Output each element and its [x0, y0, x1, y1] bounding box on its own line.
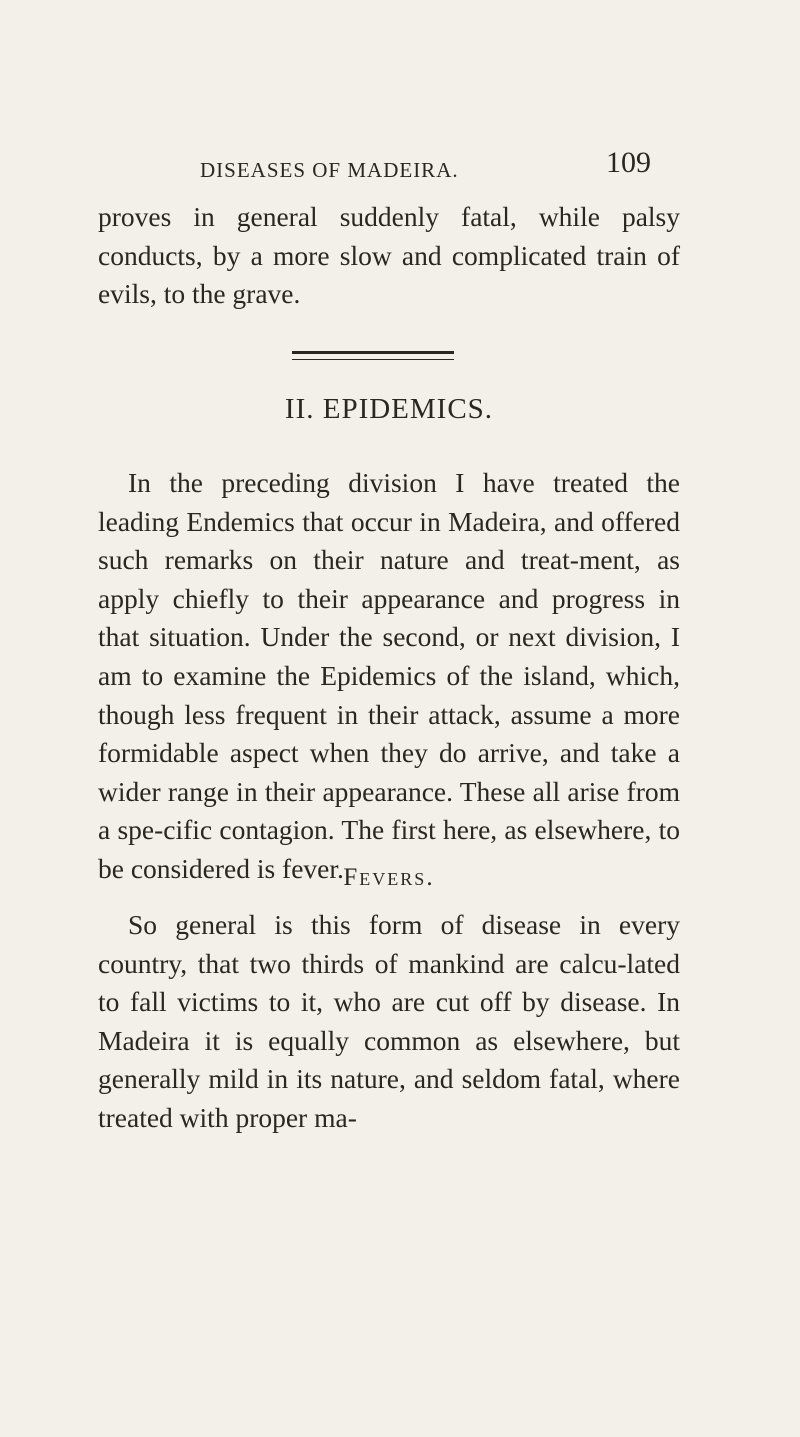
continued-paragraph: proves in general suddenly fatal, while palsy conducts, by a more slow and complicated train of evils, to the grave. — [98, 201, 680, 310]
section-heading: II. EPIDEMICS. — [284, 393, 494, 425]
section-divider-thin — [292, 359, 454, 360]
page-number: 109 — [606, 146, 651, 179]
fevers-heading: Fevers. — [343, 864, 435, 891]
fevers-paragraph: So general is this form of disease in every country, that two thirds of mankind are calcu-lated to fall victims to it, who are cut off by disease. In Madeira it is equally common as elsewhere, but generally mild in its nature, and seldom fatal, where treated with proper ma- — [98, 909, 680, 1133]
running-head: DISEASES OF MADEIRA. — [200, 158, 459, 182]
section-divider-thick — [292, 351, 454, 354]
epidemics-paragraph: In the preceding division I have treated the leading Endemics that occur in Madeira, and offered such remarks on their nature and treat-ment, as apply chiefly to their appearance and progress in that situation. Under the second, or next division, I am to examine the Epidemics of the island, which, though less frequent in their attack, assume a more formidable aspect when they do arrive, and take a wider range in their appearance. These all arise from a spe-cific contagion. The first here, as elsewhere, to be considered is fever. — [98, 467, 680, 884]
